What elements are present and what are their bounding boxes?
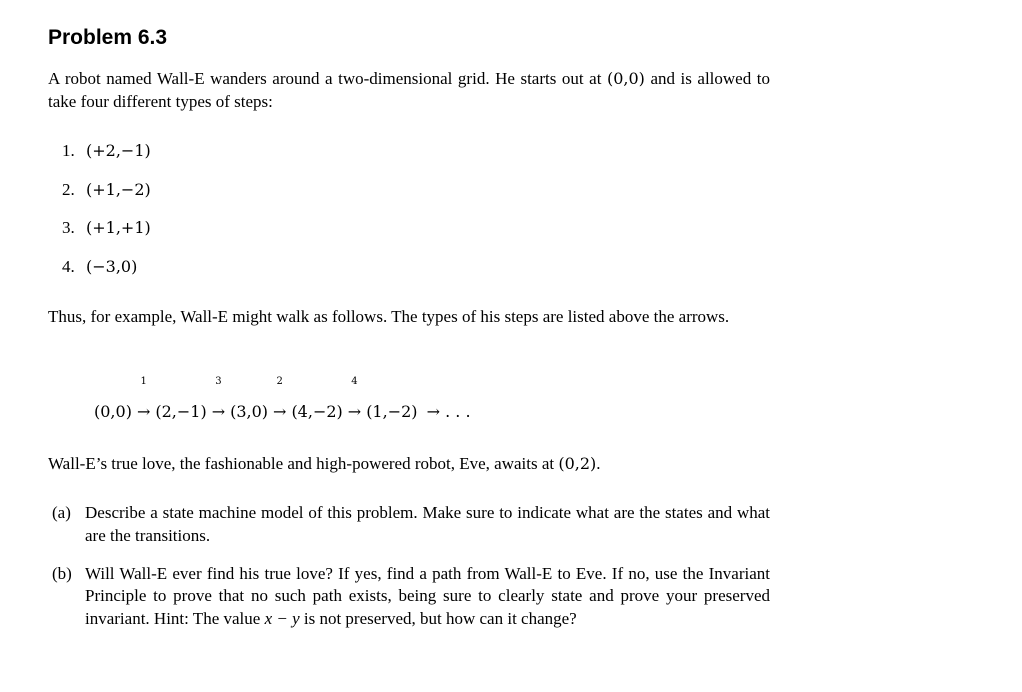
step-type-item: [62, 256, 151, 295]
eve-position: (0,2): [558, 454, 597, 473]
example-walk: [94, 376, 471, 434]
part-text-before: Will Wall-E ever find his true love? If yes, find a path from Wall-E to Eve. If no, use the Invariant Principle to prove that no such path exists, being sure to clearly state and prove your preserved invariant. Hint: The value: [85, 563, 770, 628]
arrow-glyph: →: [136, 402, 151, 421]
step-type-list: [62, 140, 151, 295]
intro-text-before: A robot named Wall-E wanders around a two-dimensional grid. He starts out at: [48, 69, 607, 88]
part-label: (a): [52, 503, 71, 522]
step-vector: (+1,+1): [86, 218, 151, 238]
walk-point: (0,0): [94, 402, 132, 421]
walk-point: (1,−2): [366, 402, 418, 421]
part-text-after: is not preserved, but how can it change?: [299, 608, 577, 628]
walk-arrow: [136, 376, 151, 434]
part-label: (b): [52, 563, 72, 583]
step-number: 4.: [62, 257, 75, 277]
walk-step-label: 4: [351, 376, 358, 387]
hint-expression: x − y: [264, 608, 300, 628]
part-text: Describe a state machine model of this problem. Make sure to indicate what are the states and what are the transitions.: [85, 503, 770, 545]
walk-arrow: [347, 376, 362, 434]
step-number: 2.: [62, 179, 75, 199]
intro-text-after: and is allowed to take four different types of steps:: [48, 69, 770, 111]
intro-paragraph: [48, 68, 770, 113]
question-parts: [52, 502, 770, 646]
step-type-item: [62, 217, 151, 256]
walk-arrow: [273, 376, 287, 434]
walk-step-label: 1: [140, 376, 147, 387]
eve-text-after: .: [596, 454, 601, 473]
arrow-glyph: →: [347, 402, 362, 421]
walk-step-label: 3: [215, 376, 222, 387]
step-number: 3.: [62, 218, 75, 238]
step-vector: (+1,−2): [86, 179, 151, 199]
walk-point: (2,−1): [155, 402, 207, 421]
step-vector: (+2,−1): [86, 141, 151, 160]
step-number: 1.: [62, 141, 75, 160]
arrow-glyph: →: [273, 402, 287, 421]
walk-point: (4,−2): [291, 402, 343, 421]
question-part-a: [52, 502, 770, 547]
example-paragraph: Thus, for example, Wall-E might walk as follows. The types of his steps are listed above the arrows.: [48, 307, 730, 326]
eve-paragraph: [48, 453, 770, 476]
step-vector: (−3,0): [86, 257, 138, 277]
problem-title: Problem 6.3: [48, 26, 168, 49]
eve-text-before: Wall-E’s true love, the fashionable and high-powered robot, Eve, awaits at: [48, 454, 559, 473]
step-type-item: [62, 140, 151, 179]
start-position: (0,0): [606, 69, 645, 88]
question-part-b: [52, 563, 770, 631]
walk-point: (3,0): [230, 402, 269, 421]
walk-continuation: → . . .: [426, 402, 471, 421]
walk-step-label: 2: [276, 376, 283, 387]
step-type-item: [62, 179, 151, 218]
arrow-glyph: →: [211, 402, 226, 421]
walk-arrow: [211, 376, 226, 434]
